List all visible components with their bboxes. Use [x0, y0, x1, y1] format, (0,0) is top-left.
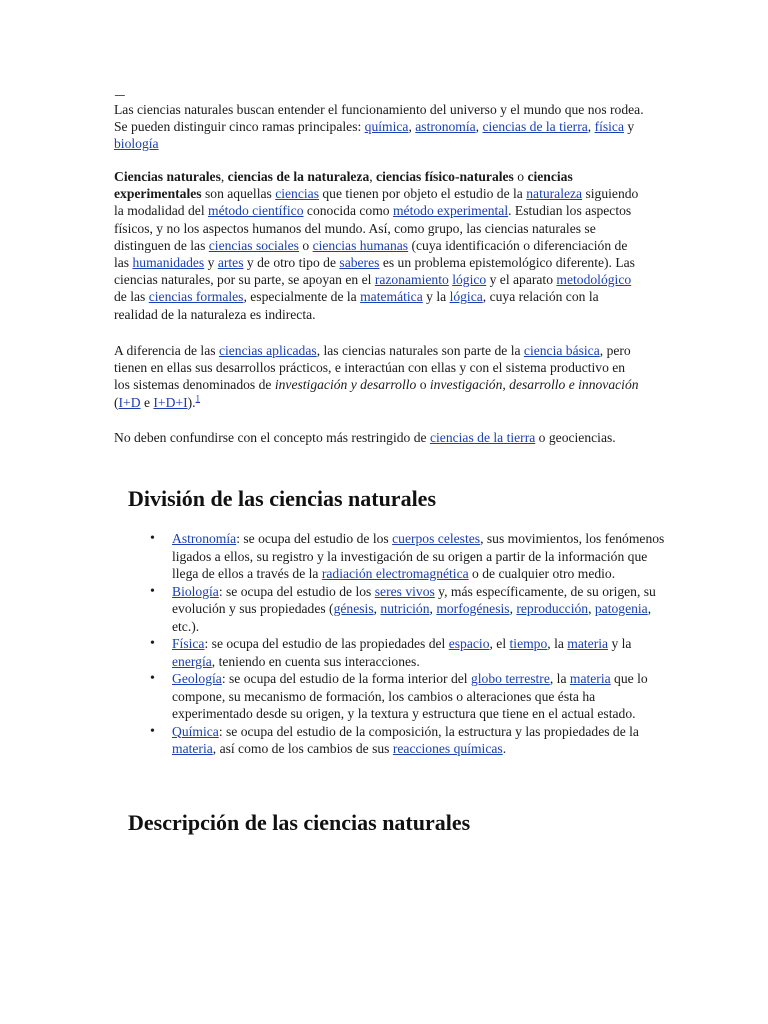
list-item-quimica: • Química: se ocupa del estudio de la composición, la estructura y las propiedades de la materia, así como de los cambios de sus reacciones químicas. [150, 723, 639, 756]
intro-paragraph: Las ciencias naturales buscan entender el funcionamiento del universo y el mundo que nos rodea. Se pueden distinguir cinco ramas principales: química, astronomía, ciencias de la tierra, física y biología [114, 102, 644, 152]
list-item-biologia: • Biología: se ocupa del estudio de los seres vivos y, más específicamente, de su origen, su evolución y sus propiedades (génesis, nutrición, morfogénesis, reproducción, patogenia, etc.). [150, 583, 656, 634]
link-materia[interactable]: materia [567, 636, 609, 651]
link-i-d-i[interactable]: I+D+I [153, 394, 188, 410]
link-patogenia[interactable]: patogenia [594, 601, 648, 616]
list-item-geologia: • Geología: se ocupa del estudio de la forma interior del globo terrestre, la materia que lo compone, su mecanismo de formación, los cambios o alteraciones que ésta ha experimentado desde su origen, y la textura y estructura que tiene en el actual estado. [150, 671, 648, 721]
link-metodologico[interactable]: metodológico [556, 272, 632, 288]
link-saberes[interactable]: saberes [339, 255, 380, 271]
link-ciencias-de-la-tierra[interactable]: ciencias de la tierra [482, 119, 588, 135]
link-metodo-experimental[interactable]: método experimental [392, 203, 509, 219]
link-biologia[interactable]: biología [114, 136, 159, 152]
bullet: • [150, 531, 155, 546]
branches-list [150, 530, 670, 758]
bullet: • [150, 671, 155, 686]
list-item-fisica: • Física: se ocupa del estudio de las propiedades del espacio, el tiempo, la materia y la energía, teniendo en cuenta sus interacciones. [150, 636, 632, 669]
link-matematica[interactable]: matemática [360, 289, 423, 305]
link-globo-terrestre[interactable]: globo terrestre [470, 671, 550, 686]
link-naturaleza[interactable]: naturaleza [526, 186, 583, 202]
link-ciencias-formales[interactable]: ciencias formales [148, 289, 244, 305]
link-humanidades[interactable]: humanidades [132, 255, 205, 271]
link-geologia-item[interactable]: Geología [172, 671, 222, 686]
link-energia[interactable]: energía [172, 653, 212, 669]
footnote-reference[interactable]: 1 [195, 393, 201, 404]
link-ciencias-sociales[interactable]: ciencias sociales [208, 237, 299, 253]
link-fisica-item[interactable]: Física [172, 636, 205, 651]
link-razonamiento[interactable]: razonamiento [374, 272, 449, 288]
link-i-d[interactable]: I+D [118, 394, 141, 410]
link-genesis[interactable]: génesis [333, 601, 374, 616]
bullet: • [150, 583, 155, 599]
link-ciencias[interactable]: ciencias [275, 186, 319, 202]
bullet: • [150, 723, 155, 739]
link-ciencias-humanas[interactable]: ciencias humanas [312, 237, 409, 253]
link-cuerpos-celestes[interactable]: cuerpos celestes [392, 531, 481, 546]
link-ciencias-de-la-tierra-2[interactable]: ciencias de la tierra [429, 430, 536, 445]
link-astronomia-item[interactable]: Astronomía [172, 531, 237, 546]
link-materia-2[interactable]: materia [569, 671, 611, 686]
link-biologia-item[interactable]: Biología [172, 583, 219, 599]
link-metodo-cientifico[interactable]: método científico [208, 203, 304, 219]
definition-paragraph: Ciencias naturales, ciencias de la naturaleza, ciencias físico-naturales o ciencias experimentales son aquellas ciencias que tienen por objeto el estudio de la naturaleza siguiendo la modalidad del método científico conocida como método experimental. Estudian los aspectos físicos, y no los aspectos humanos del mundo. Así, como grupo, las ciencias naturales se distinguen de las ciencias sociales o ciencias humanas (cuya identificación o diferenciación de las humanidades y artes y de otro tipo de saberes es un problema epistemológico diferente). Las ciencias naturales, por su parte, se apoyan en el razonamiento lógico y el aparato metodológico de las ciencias formales, especialmente de la matemática y la lógica, cuya relación con la realidad de la naturaleza es indirecta. [114, 169, 639, 322]
link-ciencia-basica[interactable]: ciencia básica [523, 343, 600, 358]
link-reacciones-quimicas[interactable]: reacciones químicas [392, 741, 503, 756]
link-radiacion-electromagnetica[interactable]: radiación electromagnética [321, 566, 469, 581]
section-title-division: División de las ciencias naturales [128, 486, 437, 511]
link-astronomia[interactable]: astronomía [415, 119, 476, 135]
list-item-astronomia: • Astronomía: se ocupa del estudio de los cuerpos celestes, sus movimientos, los fenómenos ligados a ellos, su registro y la investigación de su origen a partir de la información que llega de ellos a través de la radiación electromagnética o de cualquier otro medio. [150, 531, 665, 581]
link-logica[interactable]: lógica [449, 289, 483, 305]
link-seres-vivos[interactable]: seres vivos [374, 583, 435, 599]
link-tiempo[interactable]: tiempo [509, 636, 548, 651]
link-morfogenesis[interactable]: morfogénesis [436, 601, 510, 616]
link-quimica[interactable]: química [364, 119, 409, 135]
link-espacio[interactable]: espacio [448, 636, 490, 651]
link-reproduccion[interactable]: reproducción [516, 601, 589, 616]
link-fisica[interactable]: física [594, 119, 625, 135]
link-artes[interactable]: artes [217, 255, 244, 271]
header-mark: ـــ [115, 87, 125, 99]
bullet: • [150, 636, 155, 651]
link-materia-3[interactable]: materia [172, 741, 213, 756]
section-title-descripcion: Descripción de las ciencias naturales [128, 810, 471, 835]
geo-paragraph: No deben confundirse con el concepto más restringido de ciencias de la tierra o geociencias. [114, 430, 616, 445]
link-nutricion[interactable]: nutrición [380, 601, 430, 616]
applied-paragraph: A diferencia de las ciencias aplicadas, las ciencias naturales son parte de la ciencia básica, pero tienen en ellas sus desarrollos prácticos, e interactúan con ellas y con el sistema productivo en los sistemas denominados de investigación y desarrollo o investigación, desarrollo e innovación (I+D e I+D+I).$^1$ [114, 343, 639, 410]
link-logico[interactable]: lógico [452, 272, 487, 288]
link-quimica-item[interactable]: Química [172, 723, 219, 739]
link-ciencias-aplicadas[interactable]: ciencias aplicadas [218, 343, 317, 358]
